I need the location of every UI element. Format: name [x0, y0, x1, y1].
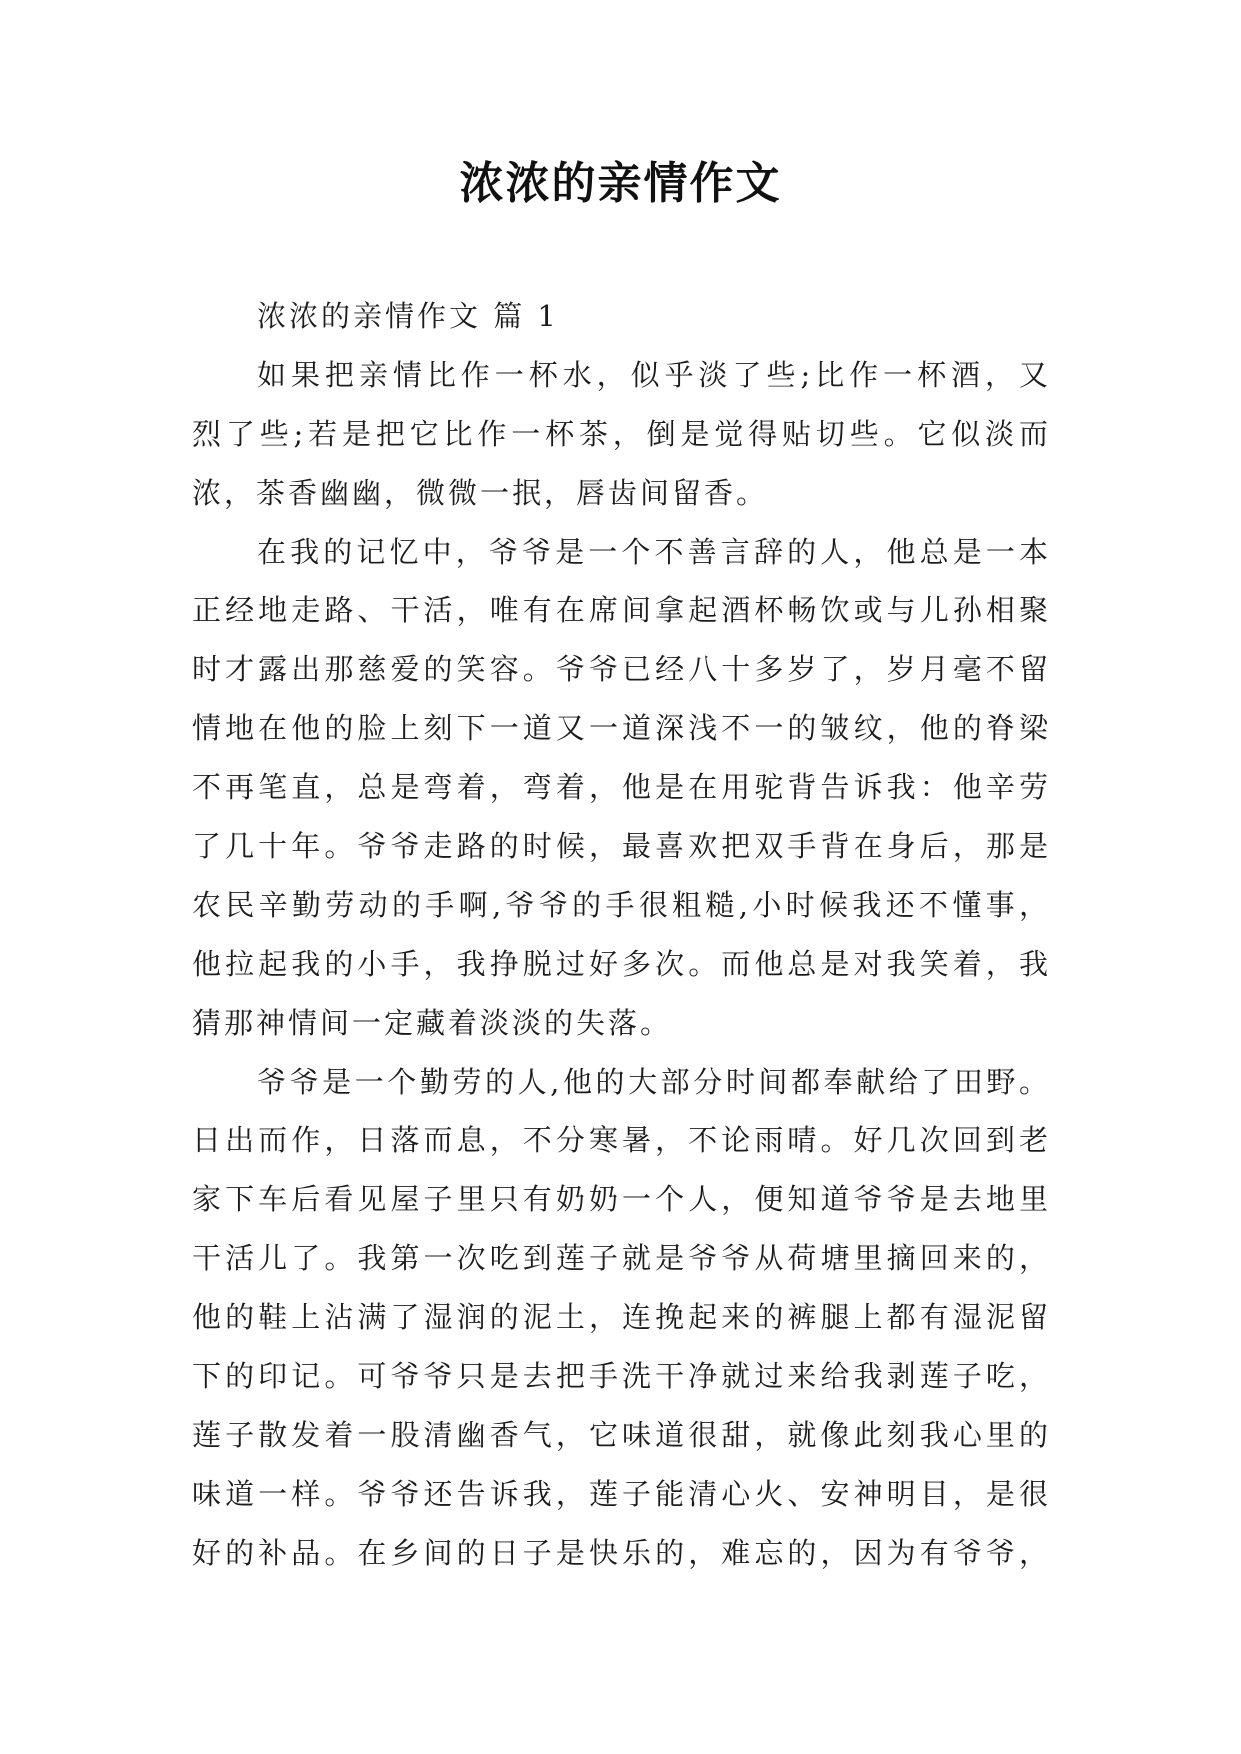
paragraph-1 [192, 346, 1051, 523]
text-line: 爷爷是一个勤劳的人,他的大部分时间都奉献给了田野。 [257, 1064, 1051, 1099]
text-line: 在我的记忆中，爷爷是一个不善言辞的人，他总是一本 [257, 534, 1051, 569]
text-line: 情地在他的脸上刻下一道又一道深浅不一的皱纹，他的脊梁 [192, 711, 1051, 746]
text-line: 农民辛勤劳动的手啊,爷爷的手很粗糙,小时候我还不懂事， [192, 887, 1051, 922]
text-line: 猜那神情间一定藏着淡淡的失落。 [192, 1005, 673, 1040]
text-line: 好的补品。在乡间的日子是快乐的，难忘的，因为有爷爷， [192, 1535, 1051, 1570]
text-line: 时才露出那慈爱的笑容。爷爷已经八十多岁了，岁月毫不留 [192, 652, 1051, 687]
text-line: 浓，茶香幽幽，微微一抿，唇齿间留香。 [192, 475, 769, 510]
text-line: 日出而作，日落而息，不分寒暑，不论雨晴。好几次回到老 [192, 1123, 1051, 1158]
text-line: 不再笔直，总是弯着，弯着，他是在用驼背告诉我：他辛劳 [192, 770, 1051, 805]
text-line: 味道一样。爷爷还告诉我，莲子能清心火、安神明目，是很 [192, 1476, 1051, 1511]
section-heading: 浓浓的亲情作文 篇 1 [257, 299, 559, 333]
text-line: 如果把亲情比作一杯水，似乎淡了些;比作一杯酒，又 [257, 357, 1051, 392]
text-line: 烈了些;若是把它比作一杯茶，倒是觉得贴切些。它似淡而 [192, 416, 1051, 451]
paragraph-2 [192, 523, 1051, 1053]
text-line: 干活儿了。我第一次吃到莲子就是爷爷从荷塘里摘回来的， [192, 1241, 1051, 1276]
text-line: 下的印记。可爷爷只是去把手洗干净就过来给我剥莲子吃， [192, 1359, 1051, 1394]
page-title: 浓浓的亲情作文 [459, 158, 782, 209]
text-line: 他拉起我的小手，我挣脱过好多次。而他总是对我笑着，我 [192, 946, 1051, 981]
document-body [192, 287, 1051, 1583]
text-line: 家下车后看见屋子里只有奶奶一个人，便知道爷爷是去地里 [192, 1182, 1051, 1217]
text-line: 莲子散发着一股清幽香气，它味道很甜，就像此刻我心里的 [192, 1417, 1051, 1452]
paragraph-3 [192, 1053, 1051, 1583]
text-line: 了几十年。爷爷走路的时候，最喜欢把双手背在身后，那是 [192, 829, 1051, 864]
text-line: 他的鞋上沾满了湿润的泥土，连挽起来的裤腿上都有湿泥留 [192, 1300, 1051, 1335]
text-line: 正经地走路、干活，唯有在席间拿起酒杯畅饮或与儿孙相聚 [192, 593, 1051, 628]
